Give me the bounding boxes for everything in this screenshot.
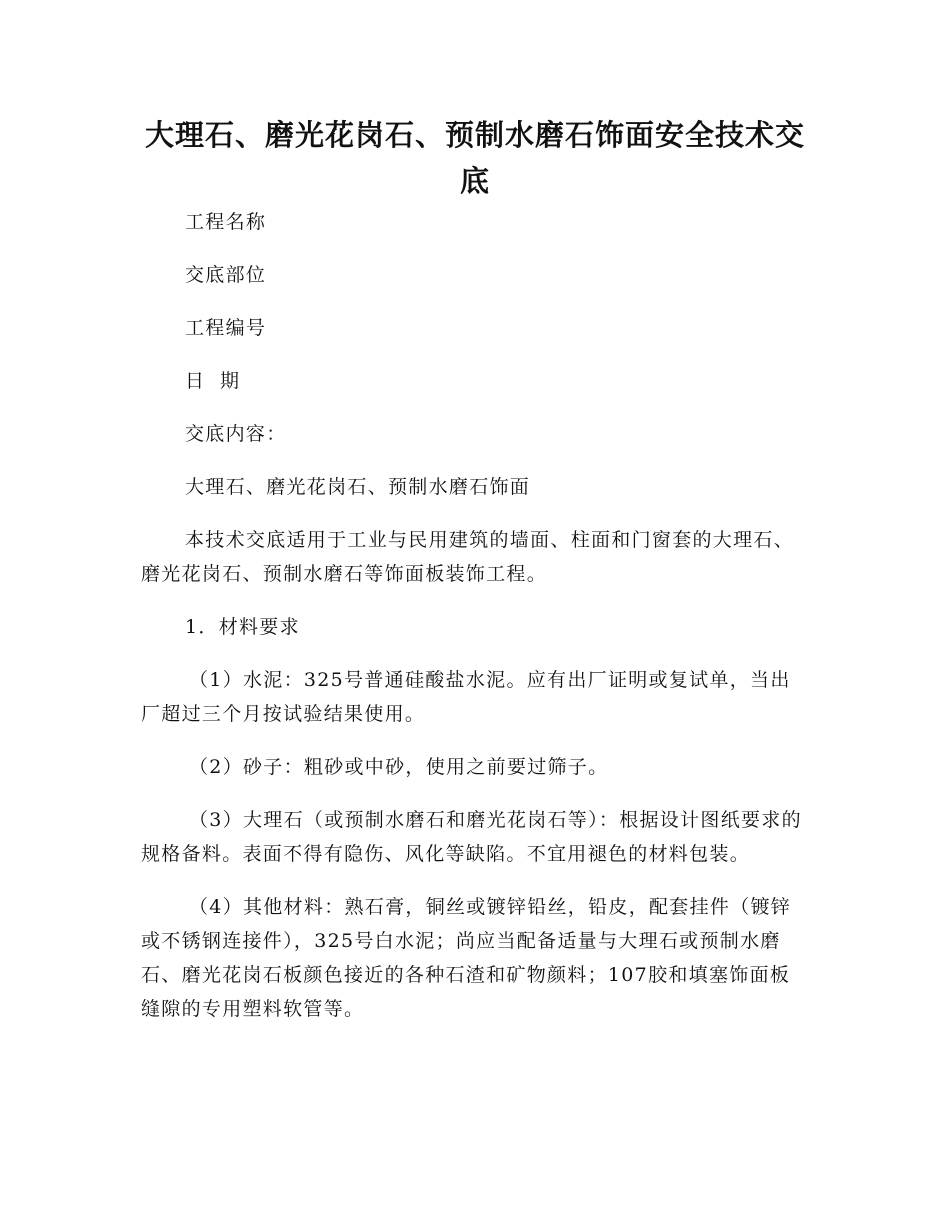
field-project-number: 工程编号 bbox=[185, 317, 267, 339]
material-item-marble: （3）大理石（或预制水磨石和磨光花岗石等）：根据设计图纸要求的规格备料。表面不得有隐伤、风化等缺陷。不宜用褪色的材料包装。 bbox=[141, 809, 802, 865]
field-date: 日 期 bbox=[185, 370, 241, 392]
section-heading: 大理石、磨光花岗石、预制水磨石饰面 bbox=[185, 476, 531, 498]
scope-paragraph: 本技术交底适用于工业与民用建筑的墙面、柱面和门窗套的大理石、磨光花岗石、预制水磨石等饰面板装饰工程。 bbox=[141, 529, 795, 585]
field-handover-location: 交底部位 bbox=[185, 264, 267, 286]
materials-heading: 1．材料要求 bbox=[185, 616, 300, 638]
material-item-other: （4）其他材料：熟石膏，铜丝或镀锌铅丝，铅皮，配套挂件（镀锌或不锈钢连接件），325号白水泥；尚应当配备适量与大理石或预制水磨石、磨光花岗石板颜色接近的各种石渣和矿物颜料；107胶和填塞饰面板缝隙的专用塑料软管等。 bbox=[141, 896, 792, 1020]
material-item-cement: （1）水泥：325号普通硅酸盐水泥。应有出厂证明或复试单，当出厂超过三个月按试验结果使用。 bbox=[141, 669, 791, 725]
document-title: 大理石、磨光花岗石、预制水磨石饰面安全技术交底 bbox=[144, 118, 805, 198]
document-body bbox=[141, 205, 809, 1045]
field-content-label: 交底内容： bbox=[185, 423, 287, 445]
material-item-sand: （2）砂子：粗砂或中砂，使用之前要过筛子。 bbox=[189, 756, 609, 778]
field-project-name: 工程名称 bbox=[185, 211, 267, 233]
